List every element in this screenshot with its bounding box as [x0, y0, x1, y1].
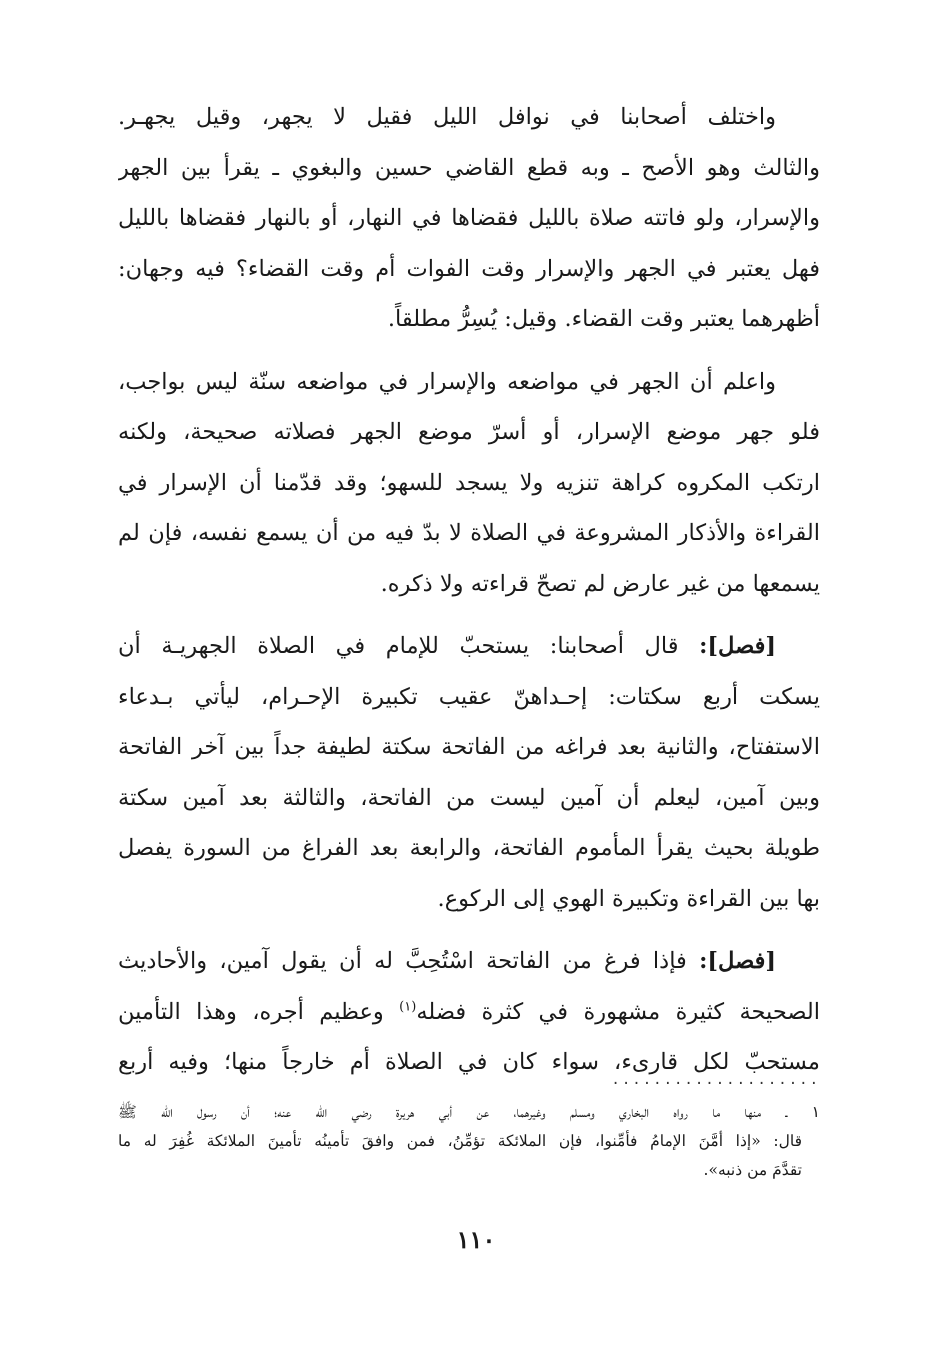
text-line: الاستفتاح، والثانية بعد فراغه من الفاتحة سكتة لطيفة جداً بين آخر الفاتحة — [118, 734, 820, 760]
text-segment: قال أصحابنا: يستحبّ للإمام في الصلاة الجهريـة أن — [118, 633, 700, 659]
text-line: وبين آمين، ليعلم أن آمين ليست من الفاتحة، والثالثة بعد آمين سكتة — [118, 784, 820, 811]
text-segment: وعظيم أجره، وهذا التأمين — [118, 998, 400, 1025]
text-line — [118, 987, 820, 1038]
text-segment: الصحيحة كثيرة مشهورة في كثرة فضله — [416, 998, 820, 1025]
text-segment: فإذا فرغ من الفاتحة اسْتُحِبَّ له أن يقول آمين، والأحاديث — [118, 948, 700, 974]
footnote-ref[interactable]: (١) — [399, 999, 417, 1014]
text-line: فهل يعتبر في الجهر والإسرار وقت الفوات أم وقت القضاء؟ فيه وجهان: — [118, 255, 820, 282]
footnote — [118, 1098, 820, 1185]
footnote-line: تقدَّمَ من ذنبه». — [703, 1161, 802, 1179]
text-line: يسكت أربع سكتات: إحـداهنّ عقيب تكبيرة الإحـرام، ليأتي بـدعاء — [118, 683, 820, 710]
text-line: واعلم أن الجهر في مواضعه والإسرار في مواضعه سنّة ليس بواجب، — [118, 368, 776, 395]
text-line: يسمعها من غير عارض لم تصحّ قراءته ولا ذكره. — [380, 570, 820, 597]
text-line: فلو جهر موضع الإسرار، أو أسرّ موضع الجهر فصلاته صحيحة، ولكنه — [118, 419, 820, 445]
paragraph-2 — [118, 357, 820, 610]
text-line: طويلة بحيث يقرأ المأموم الفاتحة، والرابعة بعد الفراغ من السورة يفصل — [118, 835, 820, 861]
text-line: ارتكب المكروه كراهة تنزيه ولا يسجد للسهو؛ وقد قدّمنا أن الإسرار في — [118, 469, 820, 496]
section-label: [فصل]: — [699, 948, 776, 974]
text-line — [118, 621, 820, 672]
paragraph-3 — [118, 621, 820, 924]
footnote-line: ١ ـ منها ما رواه البخاري ومسلم وغيرهما، عن أبي هريرة رضي اللّه عنه؛ أن رسول اللّه ﷺ — [118, 1103, 820, 1121]
page-body — [118, 92, 820, 1100]
text-line: واختلف أصحابنا في نوافل الليل فقيل لا يجهر، وقيل يجهـر. — [118, 104, 776, 130]
text-line: بها بين القراءة وتكبيرة الهوي إلى الركوع. — [437, 885, 820, 912]
section-label: [فصل]: — [699, 633, 776, 659]
text-line: مستحبّ لكل قارىء، سواء كان في الصلاة أم خارجاً منها؛ وفيه أربع — [118, 1049, 820, 1075]
paragraph-1 — [118, 92, 820, 345]
text-line: أظهرهما يعتبر وقت القضاء. وقيل: يُسِرُّ مطلقاً. — [387, 306, 820, 332]
footnote-separator: .................... — [611, 1072, 820, 1088]
text-line: القراءة والأذكار المشروعة في الصلاة لا بدّ فيه من أن يسمع نفسه، فإن لم — [118, 520, 820, 546]
text-line: والثالث وهو الأصح ـ وبه قطع القاضي حسين والبغوي ـ يقرأ بين الجهر — [118, 154, 820, 181]
text-line — [118, 936, 820, 987]
paragraph-4 — [118, 936, 820, 1088]
footnote-line: قال: «إذا أمَّنَ الإمامُ فأمِّنوا، فإن الملائكة تؤمِّنُ، فمن وافقَ تأمينُه تأمينَ الملائكة غُفِرَ له ما — [118, 1132, 802, 1150]
page-number: ١١٠ — [456, 1225, 496, 1254]
text-line: والإسرار، ولو فاتته صلاة بالليل فقضاها في النهار، أو بالنهار فقضاها بالليل — [118, 205, 820, 231]
